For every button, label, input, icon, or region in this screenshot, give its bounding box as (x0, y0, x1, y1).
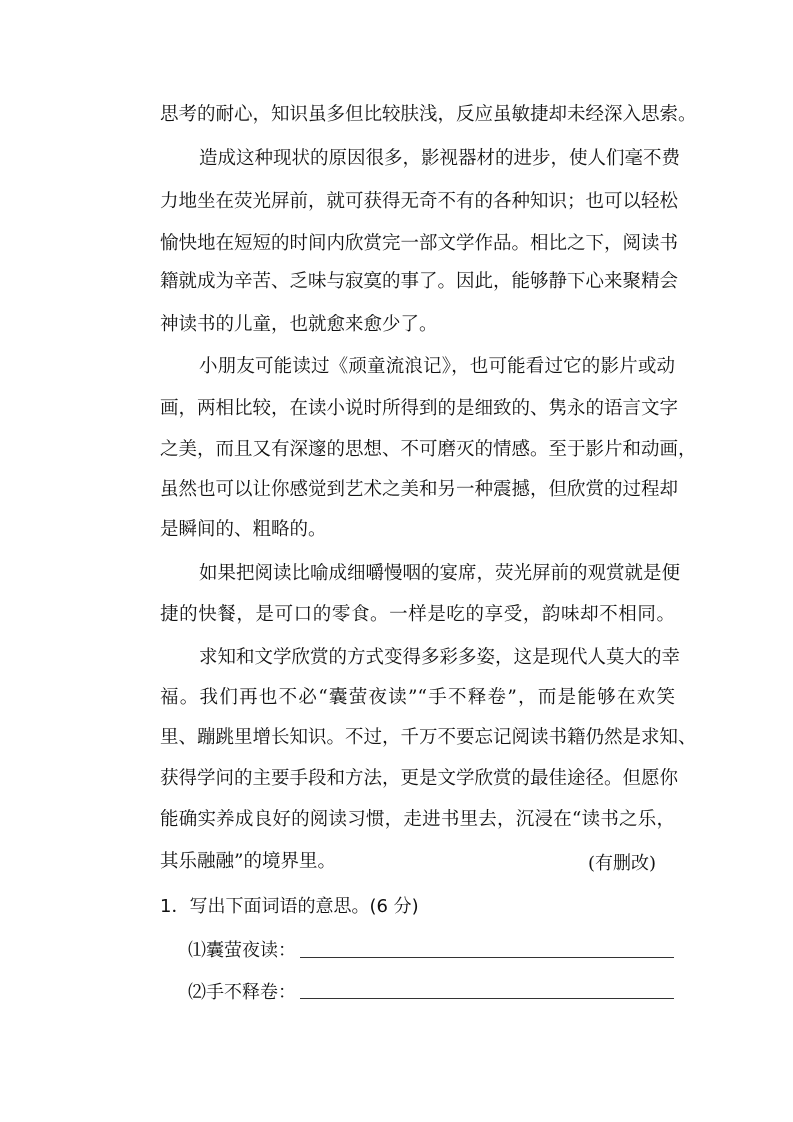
article-line: 神读书的儿童，也就愈来愈少了。 (160, 314, 438, 335)
article-line: 求知和文学欣赏的方式变得多彩多姿，这是现代人莫大的幸 (199, 647, 681, 668)
answer-line[interactable] (300, 998, 674, 999)
article-line: 之美，而且又有深邃的思想、不可磨灭的情感。至于影片和动画， (160, 439, 697, 460)
article-line: 捷的快餐，是可口的零食。一样是吃的享受，韵味却不相同。 (160, 604, 675, 625)
article-line: 小朋友可能读过《顽童流浪记》，也可能看过它的影片或动 (199, 356, 675, 377)
article-line: 画，两相比较，在读小说时所得到的是细致的、隽永的语言文字 (160, 398, 679, 419)
article-line: 能确实养成良好的阅读习惯，走进书里去，沉浸在“读书之乐， (160, 809, 675, 830)
article-line: 愉快地在短短的时间内欣赏完一部文学作品。相比之下，阅读书 (160, 233, 679, 254)
article-line: 是瞬间的、粗略的。 (160, 519, 327, 540)
article-line: 里、蹦跳里增长知识。不过，千万不要忘记阅读书籍仍然是求知、 (160, 727, 697, 748)
article-line: 籍就成为辛苦、乏味与寂寞的事了。因此，能够静下心来聚精会 (160, 271, 679, 292)
question-item-label: ⑵手不释卷： (188, 982, 296, 1003)
article-line: 其乐融融”的境界里。 (160, 851, 336, 872)
article-line: 虽然也可以让你感觉到艺术之美和另一种震撼，但欣赏的过程却 (160, 479, 679, 500)
article-line: 造成这种现状的原因很多，影视器材的进步，使人们毫不费 (199, 148, 681, 169)
answer-line[interactable] (300, 957, 674, 958)
question-item-label: ⑴囊萤夜读： (188, 940, 296, 961)
article-line: 思考的耐心，知识虽多但比较肤浅，反应虽敏捷却未经深入思索。 (160, 104, 697, 125)
article-line: 获得学问的主要手段和方法，更是文学欣赏的最佳途径。但愿你 (160, 768, 679, 789)
source-note: (有删改) (588, 853, 657, 874)
article-line: 力地坐在荧光屏前，就可获得无奇不有的各种知识；也可以轻松 (160, 191, 679, 212)
article-line: 如果把阅读比喻成细嚼慢咽的宴席，荧光屏前的观赏就是便 (199, 563, 681, 584)
question-title: 1．写出下面词语的意思。(6 分) (160, 896, 419, 917)
article-line: 福。我们再也不必“囊萤夜读”“手不释卷”，而是能够在欢笑 (160, 687, 675, 708)
